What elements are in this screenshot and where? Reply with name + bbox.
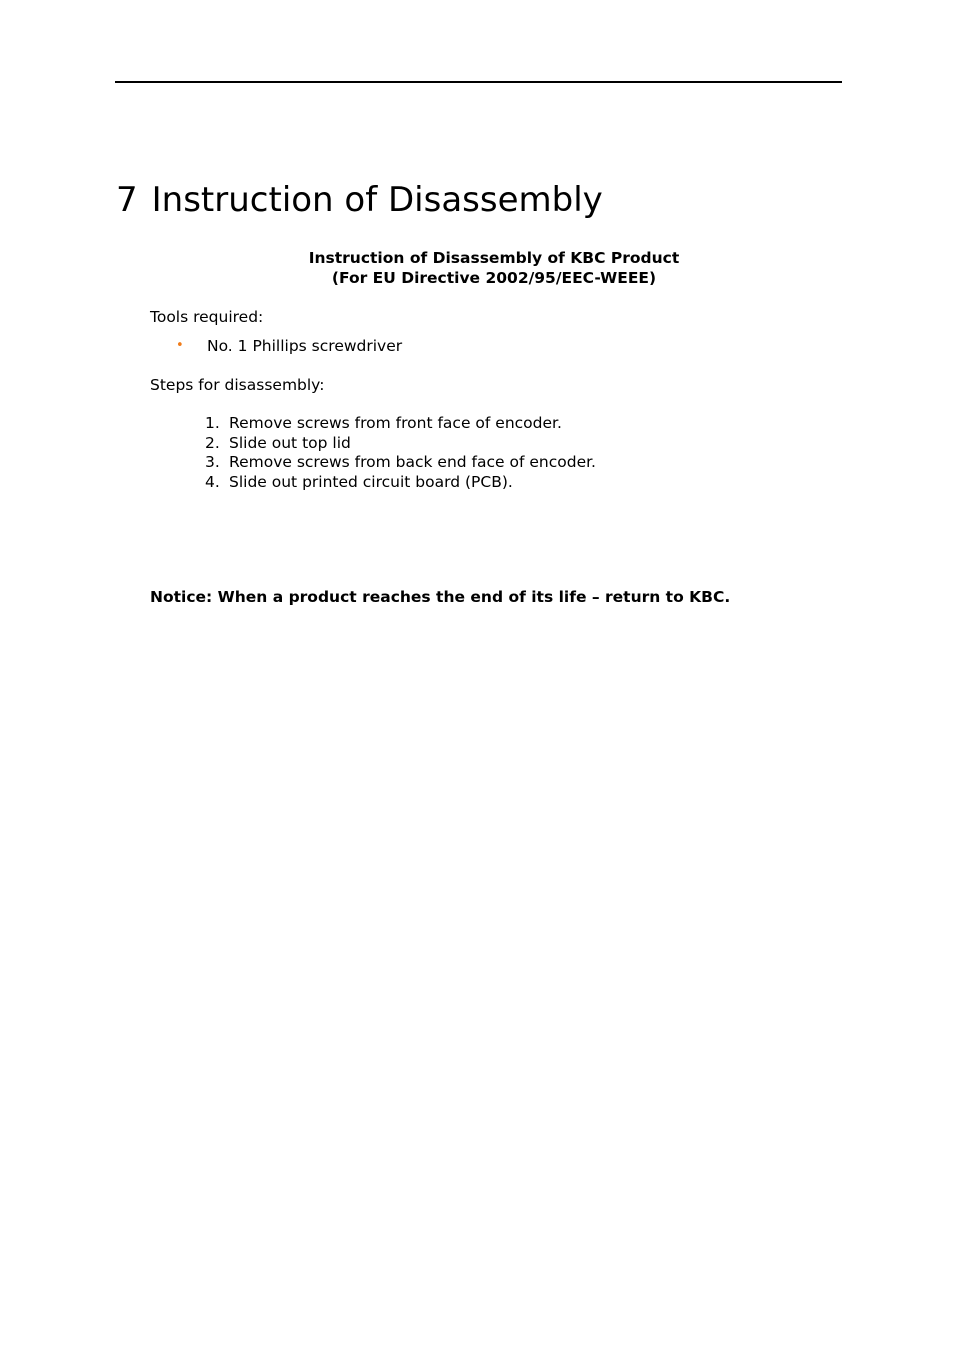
step-text: Remove screws from front face of encoder. <box>229 414 562 432</box>
step-text: Remove screws from back end face of encoder. <box>229 453 596 472</box>
tools-label: Tools required: <box>150 308 264 326</box>
document-title-line-1: Instruction of Disassembly of KBC Product <box>308 249 680 267</box>
step-text: Slide out printed circuit board (PCB). <box>229 473 513 492</box>
chapter-title: Instruction of Disassembly <box>151 180 603 220</box>
bullet-icon: • <box>176 338 184 353</box>
document-title <box>150 249 838 288</box>
step-number: 3. <box>205 453 220 472</box>
chapter-number: 7 <box>116 180 138 220</box>
tool-text: No. 1 Phillips screwdriver <box>207 337 403 355</box>
step-number: 1. <box>205 414 220 432</box>
list-item <box>205 434 596 454</box>
list-item <box>205 473 596 493</box>
list-item <box>205 414 596 434</box>
list-item <box>176 336 402 356</box>
step-number: 2. <box>205 433 220 452</box>
document-title-line-2: (For EU Directive 2002/95/EEC-WEEE) <box>331 268 657 287</box>
step-number: 4. <box>205 473 220 492</box>
chapter-heading <box>116 178 603 222</box>
header-rule <box>115 81 842 83</box>
list-item <box>205 453 596 473</box>
steps-label: Steps for disassembly: <box>150 376 325 394</box>
step-text: Slide out top lid <box>229 433 351 452</box>
steps-list <box>205 414 596 493</box>
tools-list <box>176 336 402 356</box>
end-of-life-notice: Notice: When a product reaches the end of its life – return to KBC. <box>150 588 731 606</box>
